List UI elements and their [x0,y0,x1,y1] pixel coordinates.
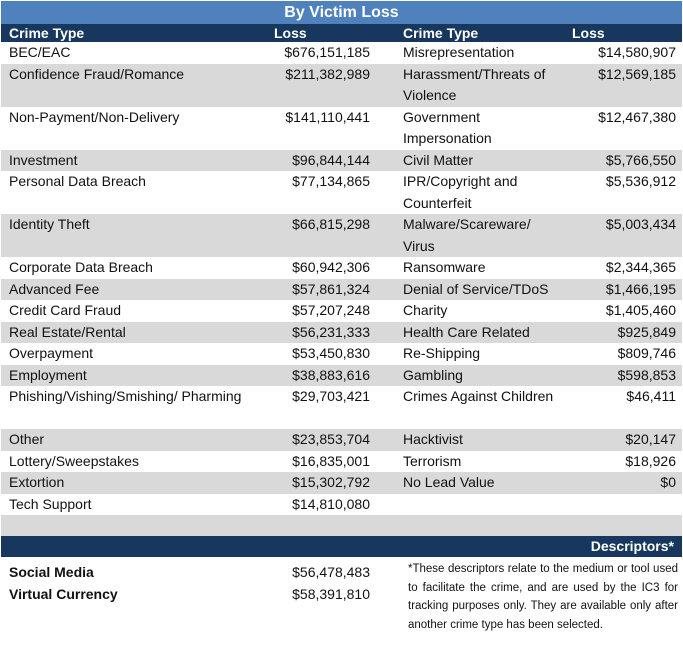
loss-left: $57,861,324 [292,280,370,297]
loss-left: $16,835,001 [292,452,370,469]
loss-right [560,494,682,516]
table-row [1,451,682,473]
table-row [1,171,682,214]
table-row [1,494,682,516]
table-row [1,279,682,301]
loss-right: $598,853 [617,366,676,383]
table-row [1,322,682,344]
crime-type-right: Hacktivist [403,431,463,447]
crime-type-right: Denial of Service/TDoS [403,280,549,297]
table-row [1,214,682,257]
loss-right: $2,344,365 [605,259,676,275]
loss-left: $53,450,830 [292,345,370,361]
descriptor-value: $58,391,810 [292,586,370,602]
loss-right: $1,466,195 [605,280,676,297]
crime-type-left: Phishing/Vishing/Smishing/ Pharming [9,388,242,404]
table-row [1,386,682,429]
crime-type-right: No Lead Value [403,474,495,490]
table-row [1,150,682,172]
crime-type-right: Charity [403,302,448,318]
descriptor-label: Social Media [9,564,94,580]
loss-left: $676,151,185 [284,44,370,60]
loss-right: $809,746 [617,345,676,361]
loss-left: $15,302,792 [292,474,370,490]
loss-right: $12,467,380 [598,108,676,125]
loss-left: $211,382,989 [285,65,370,82]
loss-right: $12,569,185 [598,65,676,82]
header-loss-left: Loss [274,25,307,41]
crime-type-left: Employment [9,366,87,383]
loss-left: $14,810,080 [292,495,370,512]
crime-type-left: Non-Payment/Non-Delivery [9,108,180,125]
crime-type-right: Ransomware [403,259,486,275]
table-row [1,429,682,451]
header-crime-type-right: Crime Type [403,25,479,41]
loss-left: $29,703,421 [292,388,370,404]
crime-type-right: Gambling [403,366,463,383]
crime-type-right: Health Care Related [403,323,530,340]
table-row [1,64,682,107]
crime-type-right: Terrorism [403,452,462,469]
loss-left: $66,815,298 [292,216,370,232]
crime-type-left: Personal Data Breach [9,173,146,189]
loss-left: $57,207,248 [292,302,370,318]
table-title: By Victim Loss [1,1,682,24]
crime-type-left: Lottery/Sweepstakes [9,452,139,469]
crime-type-right: Government Impersonation [403,108,492,146]
crime-type-left: Advanced Fee [9,280,100,297]
descriptors-footnote: *These descriptors relate to the medium or tool used to facilitate the crime, and are used by the IC3 for tracking purposes only. They are available only after another crime type has been selected. [408,563,678,631]
table-row [1,343,682,365]
crime-type-right: IPR/Copyright and Counterfeit [403,173,518,211]
crime-type-right [370,494,560,516]
loss-left: $96,844,144 [292,151,370,168]
descriptors-section [1,557,682,634]
crime-type-right: Harassment/Threats of Violence [403,65,546,103]
loss-left: $23,853,704 [292,431,370,447]
table-row [1,365,682,387]
crime-type-left: Credit Card Fraud [9,302,122,318]
spacer-row [1,515,682,536]
crime-type-left: Extortion [9,474,65,490]
loss-right: $0 [660,474,676,490]
crime-type-right: Re-Shipping [403,345,481,361]
column-header-row [1,24,682,42]
loss-left: $141,110,441 [285,108,370,125]
loss-right: $18,926 [625,452,676,469]
loss-right: $5,003,434 [605,216,676,232]
crime-type-left: Other [9,431,45,447]
crime-type-left: Identity Theft [9,216,90,232]
crime-type-left: Real Estate/Rental [9,323,126,340]
crime-type-left: Tech Support [9,495,92,512]
table-body [1,42,682,515]
crime-type-left: BEC/EAC [9,44,71,60]
loss-right: $46,411 [626,388,676,404]
table-row [1,42,682,64]
descriptor-value: $56,478,483 [292,564,370,580]
crime-type-left: Investment [9,151,78,168]
header-crime-type-left: Crime Type [9,25,85,41]
descriptor-labels [1,557,266,634]
loss-right: $925,849 [617,323,676,340]
table-row [1,257,682,279]
crime-type-right: Crimes Against Children [403,388,554,404]
loss-left: $77,134,865 [292,173,370,189]
loss-right: $1,405,460 [605,302,676,318]
loss-right: $14,580,907 [598,44,676,60]
crime-type-left: Overpayment [9,345,94,361]
loss-right: $5,536,912 [605,173,676,189]
loss-right: $5,766,550 [605,151,676,168]
header-loss-right: Loss [572,25,605,41]
loss-left: $38,883,616 [292,366,370,383]
descriptor-label: Virtual Currency [9,586,118,602]
crime-type-right: Civil Matter [403,151,474,168]
crime-type-right: Malware/Scareware/ Virus [403,216,531,254]
victim-loss-table [1,1,682,655]
table-row [1,300,682,322]
crime-type-left: Confidence Fraud/Romance [9,65,185,82]
loss-left: $60,942,306 [292,259,370,275]
loss-right: $20,147 [625,431,676,447]
descriptors-header: Descriptors* [1,536,682,557]
crime-type-right: Misrepresentation [403,44,515,60]
table-row [1,472,682,494]
loss-left: $56,231,333 [292,323,370,340]
table-row [1,107,682,150]
crime-type-left: Corporate Data Breach [9,259,153,275]
descriptor-values [266,557,370,634]
